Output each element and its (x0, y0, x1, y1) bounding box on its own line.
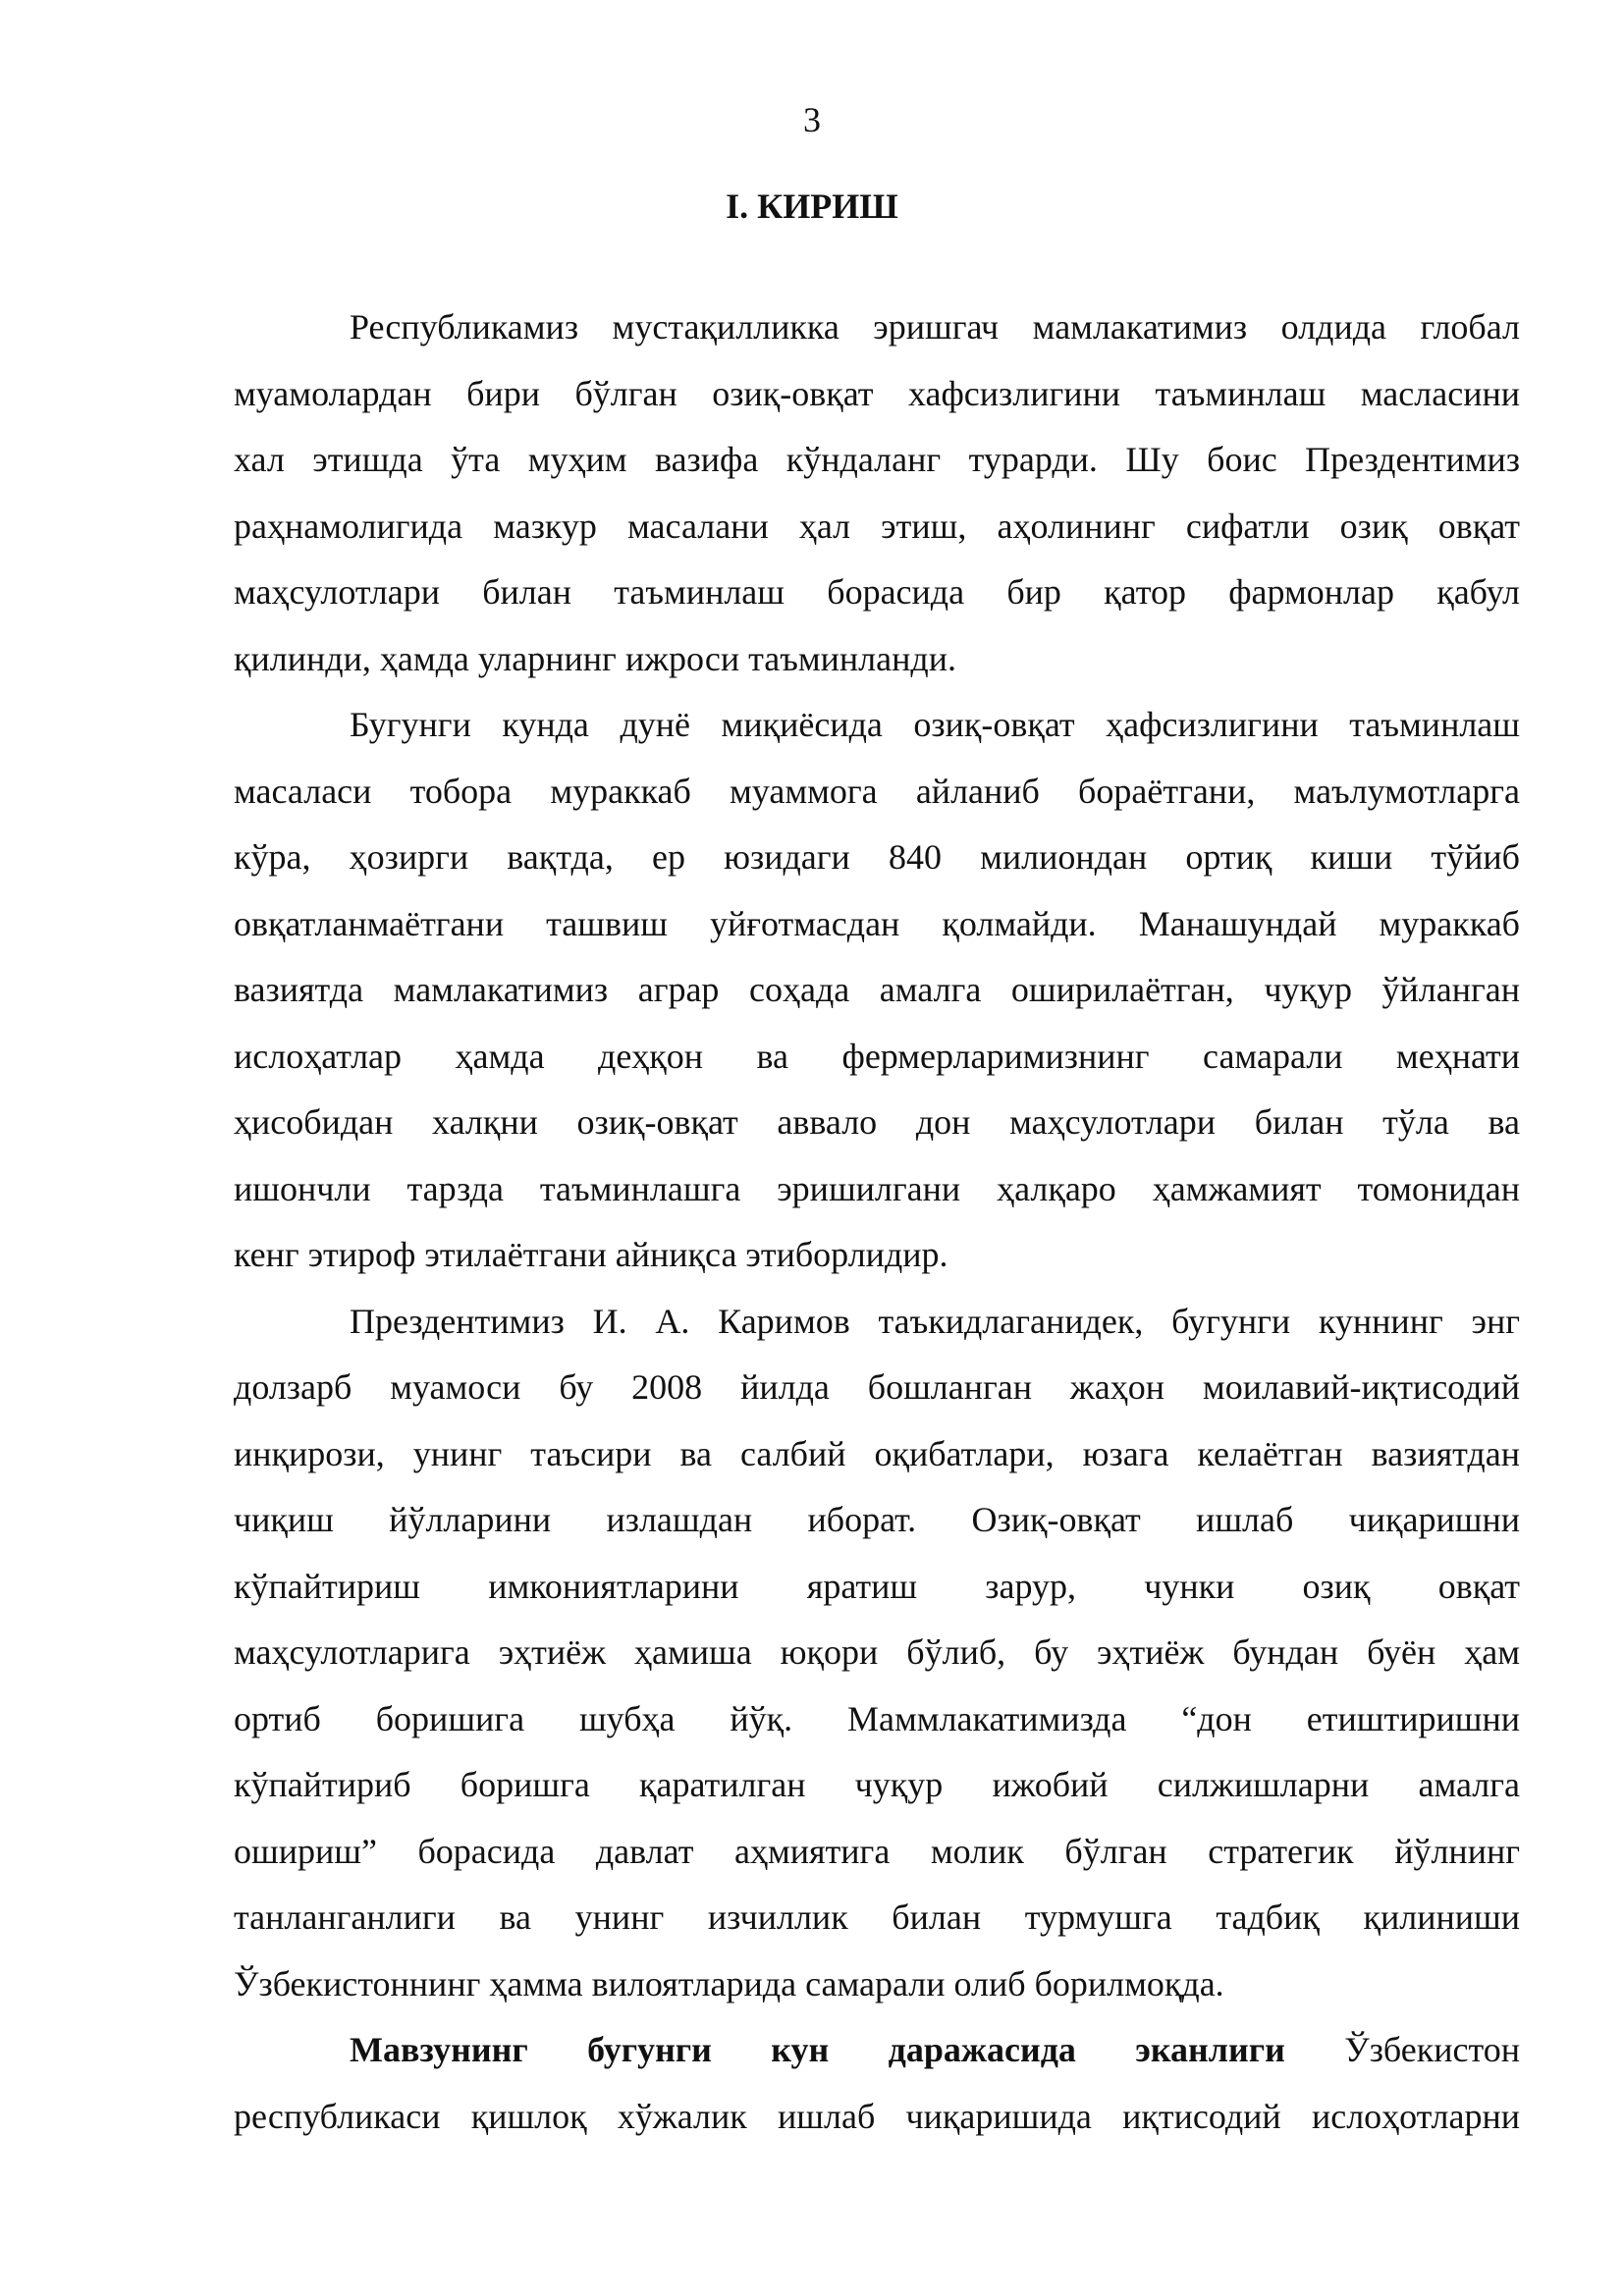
paragraph-line: республикаси қишлоқ хўжалик ишлаб чиқаришида иқтисодий ислоҳотларни (234, 2096, 1520, 2136)
paragraph-line (234, 2017, 1520, 2084)
paragraph-3 (234, 1289, 1520, 2018)
paragraph-line: кенг этироф этилаётгани айниқса этиборлидир. (234, 1235, 948, 1274)
paragraph-line: кўра, ҳозирги вақтда, ер юзидаги 840 милиондан ортиқ киши тўйиб (234, 837, 1520, 877)
paragraph-line: долзарб муамоси бу 2008 йилда бошланган жаҳон моилавий-иқтисодий (234, 1367, 1520, 1407)
paragraph-line: инқирози, унинг таъсири ва салбий оқибатлари, юзага келаётган вазиятдан (234, 1433, 1520, 1473)
paragraph-line: масаласи тобора мураккаб муаммога айланиб бораётгани, маълумотларга (234, 771, 1520, 811)
paragraph-line: раҳнамолигида мазкур масалани ҳал этиш, аҳолининг сифатли озиқ овқат (234, 506, 1520, 546)
paragraph-line: овқатланмаётгани ташвиш уйғотмасдан қолмайди. Манашундай мураккаб (234, 903, 1520, 943)
lead-rest-text: Ўзбекистон (1284, 2030, 1520, 2069)
paragraph-line: вазиятда мамлакатимиз аграр соҳада амалга оширилаётган, чуқур ўйланган (234, 970, 1520, 1009)
paragraph-line: муамолардан бири бўлган озиқ-овқат хафсизлигини таъминлаш масласини (234, 373, 1520, 413)
paragraph-4 (234, 2017, 1520, 2150)
paragraph-line: Ўзбекистоннинг ҳамма вилоятларида самарали олиб борилмоқда. (234, 1963, 1224, 2003)
paragraph-line: танланганлиги ва унинг изчиллик билан турмушга тадбиқ қилиниши (234, 1897, 1520, 1937)
page-number: 3 (803, 100, 821, 139)
paragraph-line: ошириш” борасида давлат аҳмиятига молик бўлган стратегик йўлнинг (234, 1831, 1520, 1871)
bold-lead-text: Мавзунинг бугунги кун даражасида эканлиги (350, 2030, 1285, 2069)
paragraph-line: ишончли тарзда таъминлашга эришилгани ҳалқаро ҳамжамият томонидан (234, 1168, 1520, 1208)
paragraph-line: чиқиш йўлларини излашдан иборат. Озиқ-овқат ишлаб чиқаришни (234, 1500, 1520, 1539)
paragraph-line: кўпайтириш имкониятларини яратиш зарур, чунки озиқ овқат (234, 1566, 1520, 1606)
paragraph-line: Республикамиз мустақилликка эришгач мамлакатимиз олдида глобал (350, 307, 1520, 347)
paragraph-line: Прездентимиз И. А. Каримов таъкидлаганидек, бугунги куннинг энг (350, 1301, 1520, 1341)
paragraph-line: ҳисобидан халқни озиқ-овқат аввало дон маҳсулотлари билан тўла ва (234, 1102, 1520, 1142)
paragraph-line: маҳсулотлари билан таъминлаш борасида бир қатор фармонлар қабул (234, 572, 1520, 612)
body-text (234, 294, 1520, 2150)
paragraph-line: Бугунги кунда дунё миқиёсида озиқ-овқат ҳафсизлигини таъминлаш (350, 705, 1520, 744)
paragraph-2 (234, 692, 1520, 1289)
paragraph-line: қилинди, ҳамда уларнинг ижроси таъминланди. (234, 638, 956, 678)
paragraph-line: ортиб боришига шубҳа йўқ. Маммлакатимизда “дон етиштиришни (234, 1698, 1520, 1738)
section-heading: I. КИРИШ (726, 187, 898, 226)
paragraph-line: хал этишда ўта муҳим вазифа кўндаланг турарди. Шу боис Прездентимиз (234, 440, 1520, 479)
paragraph-line: маҳсулотларига эҳтиёж ҳамиша юқори бўлиб, бу эҳтиёж бундан буён ҳам (234, 1632, 1520, 1672)
paragraph-line: ислоҳатлар ҳамда деҳқон ва фермерларимизнинг самарали меҳнати (234, 1036, 1520, 1076)
paragraph-1 (234, 294, 1520, 692)
paragraph-line: кўпайтириб боришга қаратилган чуқур ижобий силжишларни амалга (234, 1765, 1520, 1804)
